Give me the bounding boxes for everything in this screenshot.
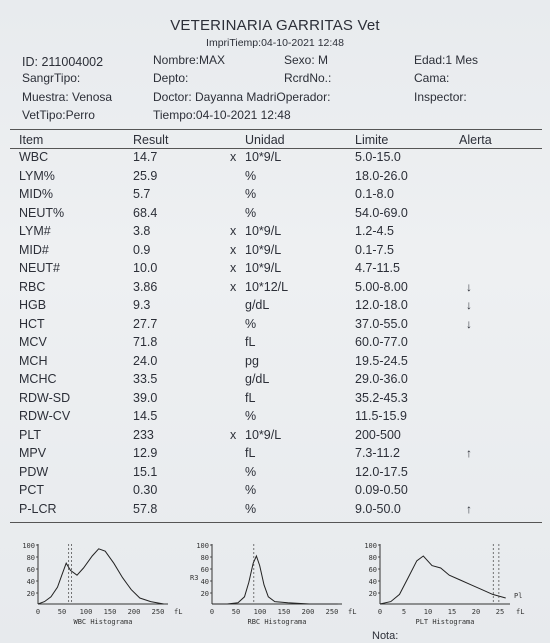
side-label: Pl [514,592,523,600]
cell-limit: 54.0-69.0 [355,205,408,220]
histogram-curve [380,556,506,604]
table-row [0,317,550,335]
cell-result: 25.9 [133,168,158,183]
column-header-item: Item [19,133,44,147]
vet-type: VetTipo:Perro [22,108,95,122]
cell-x: x [230,279,237,294]
x-tick-label: 100 [253,608,267,616]
table-row [0,187,550,205]
table-row [0,409,550,427]
cell-item: MCV [19,335,47,349]
cell-result: 9.3 [133,298,151,312]
cell-limit: 1.2-4.5 [355,224,394,238]
y-tick-label: 60 [368,566,377,574]
cell-item: RDW-CV [19,409,71,423]
histogram-chart [16,538,191,628]
cell-unit: % [245,409,257,423]
cell-unit: 10*9/L [245,261,282,275]
cell-unit: % [245,187,257,201]
unit-label: fL [348,608,357,616]
cell-limit: 12.0-18.0 [355,298,408,312]
cell-limit: 4.7-11.5 [355,261,400,275]
x-tick-label: 10 [423,608,433,616]
x-tick-label: 15 [447,608,457,616]
cell-limit: 37.0-55.0 [355,316,408,331]
sample-type: Muestra: Venosa [22,90,113,104]
y-tick-label: 20 [26,590,35,598]
histogram-curve [38,549,164,604]
x-tick-label: 25 [495,608,505,616]
cell-item: PDW [19,464,49,479]
table-row [0,206,550,224]
cell-limit: 19.5-24.5 [355,353,408,368]
patient-age: Edad:1 Mes [414,53,479,67]
cell-result: 57.8 [133,501,158,516]
cell-alert: ↑ [466,446,472,460]
test-time: Tiempo:04-10-2021 12:48 [153,108,291,122]
cell-item: LYM# [19,224,51,238]
inspector: Inspector: [414,90,467,104]
plt-histogram [358,538,533,633]
cell-limit: 0.1-8.0 [355,187,394,201]
cell-x: x [230,261,237,275]
y-tick-label: 40 [200,578,209,586]
table-row [0,446,550,464]
cell-result: 12.9 [133,446,158,460]
cell-limit: 29.0-36.0 [355,372,408,386]
table-row [0,224,550,242]
cell-x: x [230,224,237,238]
x-tick-label: 150 [103,608,117,616]
cell-unit: pg [245,353,259,368]
cell-item: MID# [19,242,49,257]
cell-limit: 35.2-45.3 [355,390,408,405]
y-tick-label: 80 [368,554,377,562]
cell-item: HGB [19,298,47,312]
cell-item: RBC [19,279,46,294]
y-tick-label: 100 [364,542,377,550]
cell-item: NEUT% [19,205,65,220]
cell-x: x [230,242,237,257]
department: Depto: [153,71,189,85]
cell-result: 0.9 [133,242,151,257]
table-row [0,280,550,298]
cell-limit: 200-500 [355,427,401,442]
x-tick-label: 200 [127,608,141,616]
cell-item: MPV [19,446,47,460]
cell-unit: % [245,205,257,220]
cell-result: 5.7 [133,187,151,201]
cell-result: 39.0 [133,390,158,405]
y-tick-label: 60 [200,566,209,574]
cell-result: 14.7 [133,150,158,164]
table-row [0,428,550,446]
x-tick-label: 0 [209,608,215,616]
cell-result: 233 [133,427,154,442]
table-row [0,391,550,409]
cell-x: x [230,150,237,164]
cell-limit: 5.0-15.0 [355,150,401,164]
cell-alert: ↓ [466,298,472,312]
cell-item: LYM% [19,168,55,183]
table-row [0,335,550,353]
cell-limit: 11.5-15.9 [355,409,407,423]
cell-limit: 9.0-50.0 [355,501,401,516]
y-tick-label: 40 [368,578,377,586]
cell-limit: 12.0-17.5 [355,464,408,479]
print-time: ImpriTiemp:04-10-2021 12:48 [206,37,344,49]
x-tick-label: 50 [57,608,67,616]
doctor-operator: Doctor: Dayanna MadriOperador: [153,90,331,104]
table-top-rule [10,129,542,130]
cell-x: x [230,427,237,442]
cell-item: HCT [19,316,45,331]
cell-limit: 18.0-26.0 [355,168,408,183]
table-row [0,372,550,390]
cell-item: MCHC [19,372,57,386]
cell-unit: fL [245,335,256,349]
cell-item: WBC [19,150,49,164]
column-header-alert: Alerta [459,133,492,147]
table-row [0,298,550,316]
patient-name: Nombre:MAX [153,53,226,67]
histogram-curve [212,556,338,604]
table-row [0,502,550,520]
cell-unit: g/dL [245,298,270,312]
cell-result: 24.0 [133,353,158,368]
patient-sex: Sexo: M [284,53,329,67]
cell-item: MID% [19,187,54,201]
cell-limit: 7.3-11.2 [355,446,400,460]
table-header-rule [10,148,542,149]
cell-unit: % [245,464,257,479]
table-row [0,169,550,187]
cell-result: 71.8 [133,335,158,349]
x-tick-label: 100 [79,608,93,616]
y-tick-label: 100 [196,542,209,550]
histogram-label: RBC Histograma [247,618,307,626]
column-header-limit: Limite [355,133,389,147]
y-tick-label: 80 [26,554,35,562]
cell-result: 0.30 [133,483,158,497]
table-bottom-rule [10,522,542,523]
y-tick-label: 100 [22,542,35,550]
x-tick-label: 50 [231,608,241,616]
cell-limit: 60.0-77.0 [355,335,408,349]
cell-unit: fL [245,390,256,405]
column-header-result: Result [133,133,169,147]
x-tick-label: 200 [301,608,315,616]
patient-id: ID: 211004002 [22,55,104,69]
note-label: Nota: [372,630,399,642]
table-row [0,261,550,279]
cell-unit: % [245,168,257,183]
x-tick-label: 5 [401,608,407,616]
cell-alert: ↓ [466,316,472,331]
cell-unit: 10*9/L [245,224,282,238]
cell-limit: 5.00-8.00 [355,279,408,294]
table-row [0,483,550,501]
table-row [0,354,550,372]
cell-unit: % [245,501,257,516]
column-header-unit: Unidad [245,133,285,147]
cell-unit: % [245,316,257,331]
record-number: RcrdNo.: [284,71,332,85]
histogram-chart [190,538,365,628]
cell-result: 3.86 [133,279,158,294]
cell-item: NEUT# [19,261,60,275]
cell-result: 10.0 [133,261,158,275]
wbc-histogram [16,538,191,633]
cell-alert: ↑ [466,501,472,516]
blood-type: SangrTipo: [22,71,81,85]
cell-item: RDW-SD [19,390,71,405]
table-row [0,465,550,483]
y-tick-label: 60 [26,566,35,574]
table-row [0,150,550,168]
table-row [0,243,550,261]
x-tick-label: 0 [377,608,383,616]
rbc-histogram [190,538,365,633]
cell-limit: 0.09-0.50 [355,483,408,497]
cell-unit: % [245,483,257,497]
report-title: VETERINARIA GARRITAS Vet [170,17,380,34]
x-tick-label: 0 [35,608,41,616]
cell-unit: fL [245,446,256,460]
x-tick-label: 250 [151,608,165,616]
cell-item: MCH [19,353,48,368]
cell-result: 3.8 [133,224,151,238]
histogram-label: WBC Histograma [73,618,133,626]
unit-label: fL [516,608,525,616]
y-tick-label: 20 [368,590,377,598]
y-tick-label: 40 [26,578,35,586]
histogram-label: PLT Histograma [415,618,475,626]
x-tick-label: 20 [471,608,481,616]
y-tick-label: 20 [200,590,209,598]
cell-result: 33.5 [133,372,158,386]
cell-item: PLT [19,427,41,442]
bed: Cama: [414,71,450,85]
cell-unit: 10*9/L [245,150,282,164]
cell-alert: ↓ [466,279,472,294]
x-tick-label: 150 [277,608,291,616]
histogram-chart [358,538,533,628]
cell-item: P-LCR [19,501,57,516]
cell-result: 27.7 [133,316,158,331]
y-tick-label: 80 [200,554,209,562]
cell-unit: 10*9/L [245,242,282,257]
side-label: R3 [190,574,199,582]
cell-item: PCT [19,483,44,497]
x-tick-label: 250 [325,608,339,616]
cell-result: 14.5 [133,409,158,423]
cell-unit: 10*12/L [245,279,289,294]
cell-result: 68.4 [133,205,158,220]
cell-result: 15.1 [133,464,158,479]
unit-label: fL [174,608,183,616]
cell-unit: g/dL [245,372,270,386]
cell-unit: 10*9/L [245,427,282,442]
cell-limit: 0.1-7.5 [355,242,394,257]
